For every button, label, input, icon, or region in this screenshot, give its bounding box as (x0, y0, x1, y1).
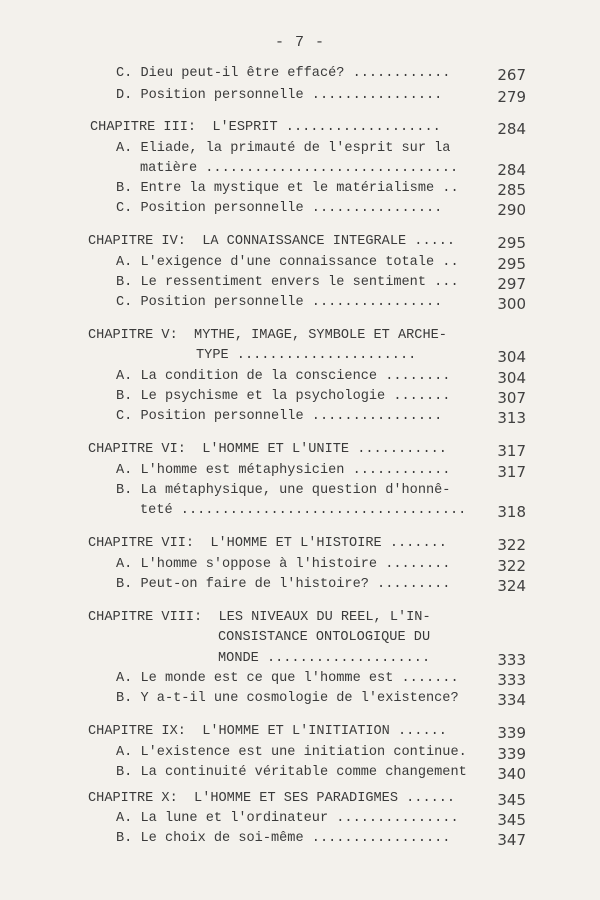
toc-line: B. La métaphysique, une question d'honnê- (116, 483, 451, 498)
toc-page: 285 (497, 181, 526, 199)
toc-page: 267 (497, 66, 526, 84)
toc-line: teté ................................... (140, 503, 467, 518)
toc-page: 295 (497, 255, 526, 273)
toc-chapter: CHAPITRE VII: L'HOMME ET L'HISTOIRE ....... (88, 536, 447, 551)
toc-page: 313 (497, 409, 526, 427)
toc-page: 290 (497, 201, 526, 219)
toc-page: 295 (497, 234, 526, 252)
toc-line: C. Position personnelle ................ (116, 201, 443, 216)
toc-page: 304 (497, 369, 526, 387)
toc-line: C. Dieu peut-il être effacé? ............ (116, 66, 451, 81)
toc-page: 333 (497, 651, 526, 669)
toc-line: matière ............................... (140, 161, 459, 176)
toc-chapter: CHAPITRE V: MYTHE, IMAGE, SYMBOLE ET ARCHE- (88, 328, 447, 343)
toc-line: D. Position personnelle ................ (116, 88, 443, 103)
toc-line: B. Y a-t-il une cosmologie de l'existence? (116, 691, 459, 706)
toc-line: A. L'exigence d'une connaissance totale .. (116, 255, 459, 270)
toc-page: 317 (497, 463, 526, 481)
toc-page: 297 (497, 275, 526, 293)
toc-line: MONDE .................... (218, 651, 431, 666)
toc-line: A. L'existence est une initiation continue. (116, 745, 467, 760)
toc-page: 345 (497, 791, 526, 809)
toc-chapter: CHAPITRE IX: L'HOMME ET L'INITIATION ...... (88, 724, 447, 739)
toc-line: A. L'homme s'oppose à l'histoire ........ (116, 557, 451, 572)
toc-line: A. L'homme est métaphysicien ............ (116, 463, 451, 478)
toc-page: 304 (497, 348, 526, 366)
toc-page: 307 (497, 389, 526, 407)
toc-page: 318 (497, 503, 526, 521)
toc-page: 333 (497, 671, 526, 689)
toc-chapter: CHAPITRE VI: L'HOMME ET L'UNITE ........... (88, 442, 447, 457)
toc-line: A. Eliade, la primauté de l'esprit sur la (116, 141, 451, 156)
toc-chapter: CHAPITRE III: L'ESPRIT ................... (90, 120, 441, 135)
toc-page: 347 (497, 831, 526, 849)
toc-line: B. La continuité véritable comme changement (116, 765, 467, 780)
toc-line: CONSISTANCE ONTOLOGIQUE DU (218, 630, 431, 645)
page-number: - 7 - (274, 34, 325, 51)
toc-line: A. La lune et l'ordinateur ............... (116, 811, 459, 826)
toc-page: 324 (497, 577, 526, 595)
toc-line: B. Le psychisme et la psychologie ....... (116, 389, 451, 404)
toc-line: B. Peut-on faire de l'histoire? ......... (116, 577, 451, 592)
toc-line: B. Entre la mystique et le matérialisme .. (116, 181, 459, 196)
toc-page: 279 (497, 88, 526, 106)
toc-chapter: CHAPITRE IV: LA CONNAISSANCE INTEGRALE ..... (88, 234, 456, 249)
toc-line: C. Position personnelle ................ (116, 409, 443, 424)
toc-page: 284 (497, 161, 526, 179)
toc-page: 300 (497, 295, 526, 313)
toc-page: 334 (497, 691, 526, 709)
toc-chapter: CHAPITRE X: L'HOMME ET SES PARADIGMES ...... (88, 791, 456, 806)
toc-page: 322 (497, 557, 526, 575)
toc-line: A. Le monde est ce que l'homme est ....... (116, 671, 459, 686)
toc-line: TYPE ...................... (196, 348, 417, 363)
toc-line: B. Le ressentiment envers le sentiment ... (116, 275, 459, 290)
toc-chapter: CHAPITRE VIII: LES NIVEAUX DU REEL, L'IN- (88, 610, 431, 625)
toc-page: 339 (497, 724, 526, 742)
toc-line: A. La condition de la conscience ........ (116, 369, 451, 384)
toc-line: B. Le choix de soi-même ................. (116, 831, 451, 846)
toc-page: 340 (497, 765, 526, 783)
toc-line: C. Position personnelle ................ (116, 295, 443, 310)
toc-page: 317 (497, 442, 526, 460)
toc-page: 322 (497, 536, 526, 554)
toc-page: 345 (497, 811, 526, 829)
toc-page: 339 (497, 745, 526, 763)
toc-page: 284 (497, 120, 526, 138)
